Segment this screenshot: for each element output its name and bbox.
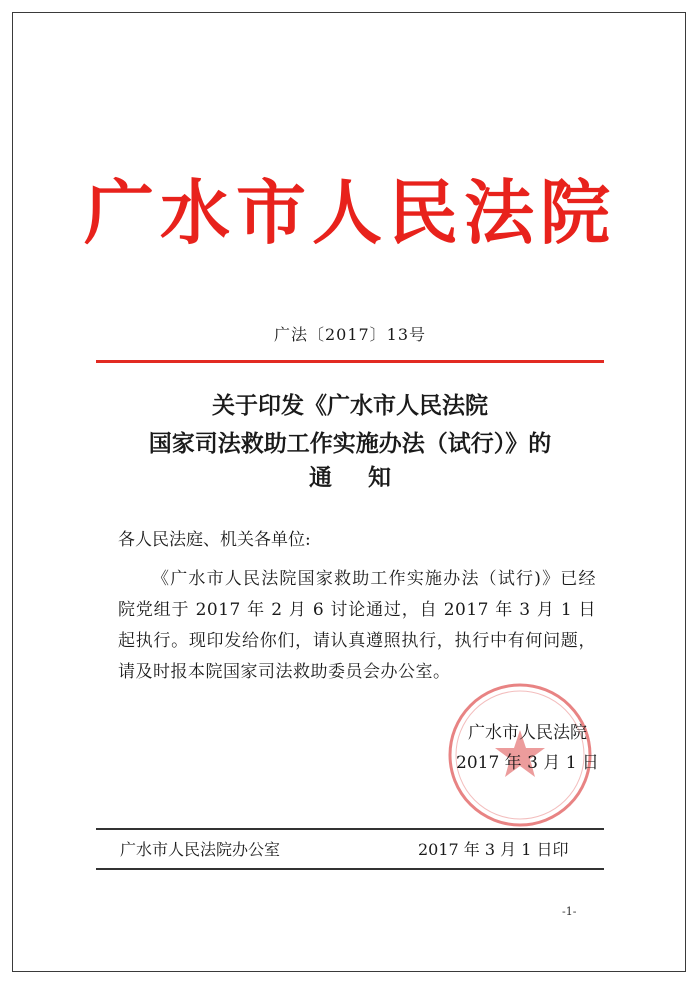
document-number: 广法〔2017〕13号 xyxy=(273,325,427,344)
title-line-1: 关于印发《广水市人民法院 xyxy=(212,392,488,419)
signature-block xyxy=(456,718,599,778)
signature-org: 广水市人民法院 xyxy=(467,723,587,743)
page-number: -1- xyxy=(562,905,577,918)
body-paragraph: 《广水市人民法院国家救助工作实施办法（试行)》已经院党组于 2017 年 2 月 6 讨论通过，自 2017 年 3 月 1 日起执行。现印发给你们，请认真遵照执行，执行中有何问题，请及时报本院国家司法救助委员会办公室。 xyxy=(118,569,596,682)
footer-issuer: 广水市人民法院办公室 xyxy=(120,840,281,859)
footer-rule-bottom xyxy=(96,868,604,870)
signature-date: 2017 年 3 月 1 日 xyxy=(456,753,599,773)
red-divider xyxy=(96,360,604,363)
footer-print-date: 2017 年 3 月 1 日印 xyxy=(418,840,569,859)
title-line-3: 通知 xyxy=(309,464,427,491)
addressee: 各人民法庭、机关各单位: xyxy=(118,530,311,550)
masthead: 广水市人民法院 xyxy=(84,172,616,254)
body-text xyxy=(118,564,596,688)
title-line-2: 国家司法救助工作实施办法（试行）》的 xyxy=(148,430,552,457)
